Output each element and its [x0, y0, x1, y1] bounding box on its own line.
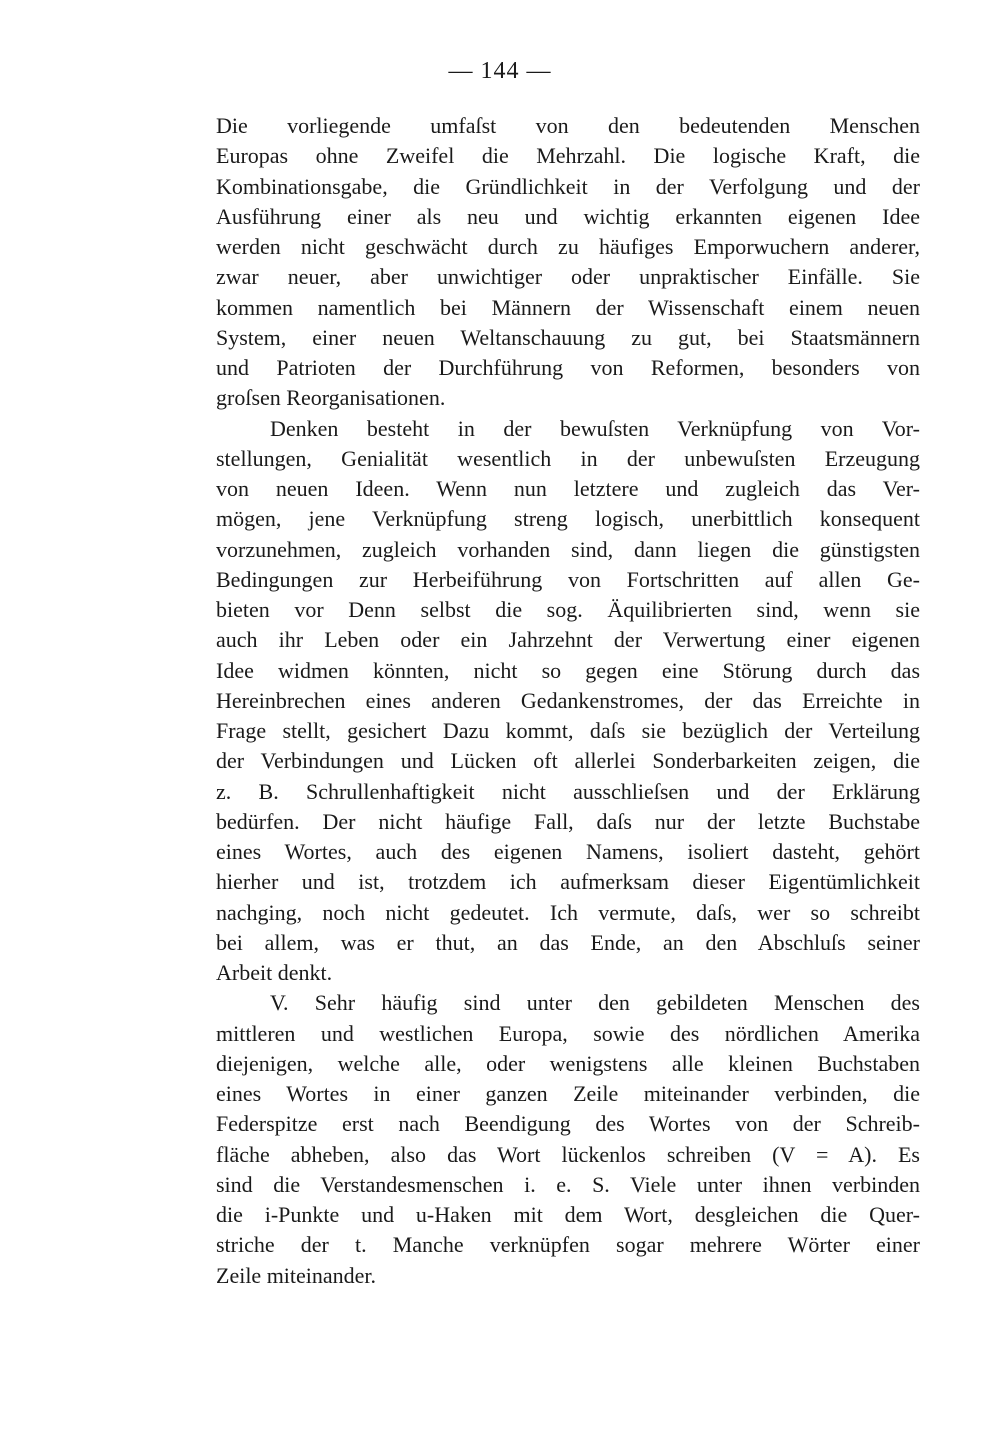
- text-line: der Verbindungen und Lücken oft allerlei Sonderbarkeiten zeigen, die: [216, 748, 920, 774]
- text-line: bieten vor Denn selbst die sog. Äquilibrierten sind, wenn sie: [216, 597, 920, 622]
- text-line: hierher und ist, trotzdem ich aufmerksam dieser Eigentümlichkeit: [216, 869, 920, 895]
- text-line: Kombinationsgabe, die Gründlichkeit in der Verfolgung und der: [216, 173, 920, 199]
- text-line: stellungen, Genialität wesentlich in der unbewuſsten Erzeugung: [216, 445, 920, 471]
- text-line: Idee widmen könnten, nicht so gegen eine Störung durch das: [216, 657, 920, 683]
- text-line: nachging, noch nicht gedeutet. Ich vermute, daſs, wer so schreibt: [216, 899, 920, 925]
- text-line: die i-Punkte und u-Haken mit dem Wort, desgleichen die Quer-: [216, 1202, 920, 1227]
- text-line: System, einer neuen Weltanschauung zu gut, bei Staatsmännern: [216, 324, 920, 350]
- text-line: Federspitze erst nach Beendigung des Wortes von der Schreib-: [216, 1111, 920, 1137]
- text-line: Europas ohne Zweifel die Mehrzahl. Die logische Kraft, die: [216, 143, 920, 169]
- text-line: Zeile miteinander.: [216, 1262, 377, 1288]
- text-line: mittleren und westlichen Europa, sowie des nördlichen Amerika: [216, 1020, 920, 1046]
- text-line: V. Sehr häufig sind unter den gebildeten Menschen des: [270, 990, 920, 1016]
- text-line: kommen namentlich bei Männern der Wissenschaft einem neuen: [216, 294, 920, 320]
- text-line: diejenigen, welche alle, oder wenigstens alle kleinen Buchstaben: [216, 1050, 920, 1076]
- text-line: Hereinbrechen eines anderen Gedankenstromes, der das Erreichte in: [216, 687, 920, 713]
- text-line: mögen, jene Verknüpfung streng logisch, unerbittlich konsequent: [216, 506, 920, 532]
- text-line: Frage stellt, gesichert Dazu kommt, daſs sie bezüglich der Verteilung: [216, 718, 920, 743]
- text-line: eines Wortes, auch des eigenen Namens, isoliert dasteht, gehört: [216, 839, 920, 864]
- text-line: eines Wortes in einer ganzen Zeile miteinander verbinden, die: [216, 1081, 920, 1106]
- text-line: Bedingungen zur Herbeiführung von Fortschritten auf allen Ge-: [216, 566, 920, 592]
- text-line: zwar neuer, aber unwichtiger oder unpraktischer Einfälle. Sie: [216, 264, 920, 290]
- text-line: Denken besteht in der bewuſsten Verknüpfung von Vor-: [270, 415, 920, 441]
- page-number: — 144 —: [448, 58, 552, 84]
- text-line: Arbeit denkt.: [216, 960, 333, 985]
- text-line: vorzunehmen, zugleich vorhanden sind, dann liegen die günstigsten: [216, 536, 920, 562]
- text-line: z. B. Schrullenhaftigkeit nicht ausschlieſsen und der Erklärung: [216, 778, 920, 804]
- body-text: [216, 111, 920, 1291]
- text-line: von neuen Ideen. Wenn nun letztere und zugleich das Ver-: [216, 476, 920, 501]
- text-line: groſsen Reorganisationen.: [216, 385, 446, 411]
- text-line: und Patrioten der Durchführung von Reformen, besonders von: [216, 355, 920, 380]
- text-line: sind die Verstandesmenschen i. e. S. Viele unter ihnen verbinden: [216, 1171, 920, 1197]
- text-line: striche der t. Manche verknüpfen sogar mehrere Wörter einer: [216, 1232, 920, 1258]
- text-line: bedürfen. Der nicht häufige Fall, daſs nur der letzte Buchstabe: [216, 808, 920, 834]
- text-line: auch ihr Leben oder ein Jahrzehnt der Verwertung einer eigenen: [216, 627, 920, 653]
- text-line: Ausführung einer als neu und wichtig erkannten eigenen Idee: [216, 203, 920, 229]
- text-line: fläche abheben, also das Wort lückenlos schreiben (V = A). Es: [216, 1141, 920, 1167]
- text-line: Die vorliegende umfaſst von den bedeutenden Menschen: [216, 113, 920, 138]
- text-line: werden nicht geschwächt durch zu häufiges Emporwuchern anderer,: [216, 234, 920, 259]
- text-line: bei allem, was er thut, an das Ende, an den Abschluſs seiner: [216, 929, 920, 955]
